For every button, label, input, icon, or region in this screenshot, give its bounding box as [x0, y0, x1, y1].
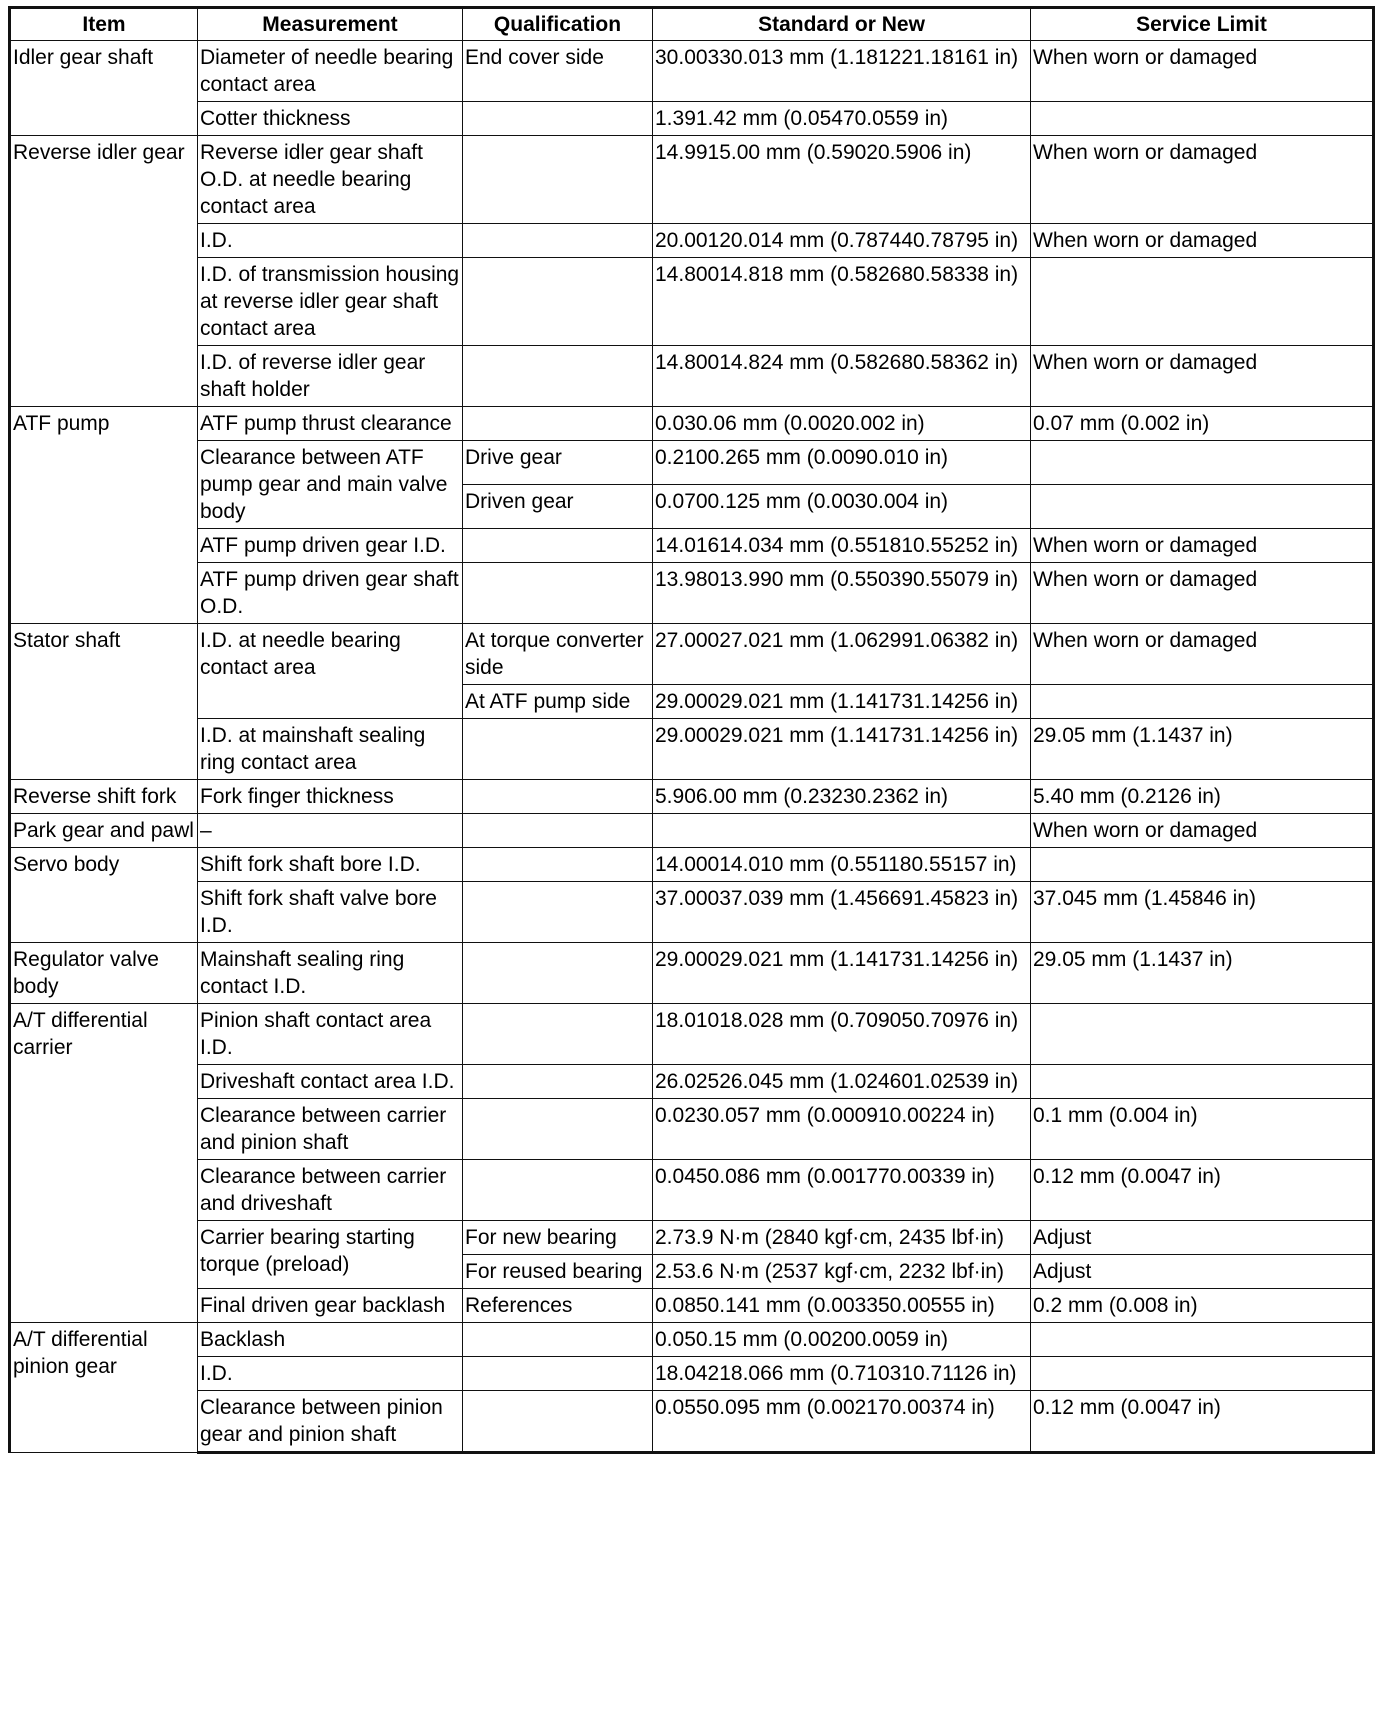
cell-standard: 0.050.15 mm (0.00200.0059 in): [653, 1323, 1031, 1357]
cell-qualification: References: [463, 1289, 653, 1323]
cell-standard: 29.00029.021 mm (1.141731.14256 in): [653, 943, 1031, 1004]
cell-service-limit: When worn or damaged: [1031, 346, 1374, 407]
cell-qualification: [463, 529, 653, 563]
cell-measurement: Mainshaft sealing ring contact I.D.: [198, 943, 463, 1004]
cell-standard: 1.391.42 mm (0.05470.0559 in): [653, 102, 1031, 136]
cell-measurement: Clearance between ATF pump gear and main valve body: [198, 441, 463, 529]
table-row: [10, 529, 1374, 563]
cell-service-limit: 0.1 mm (0.004 in): [1031, 1099, 1374, 1160]
table-row: [10, 41, 1374, 102]
cell-standard: 0.030.06 mm (0.0020.002 in): [653, 407, 1031, 441]
cell-qualification: [463, 224, 653, 258]
cell-measurement: Diameter of needle bearing contact area: [198, 41, 463, 102]
cell-measurement: Reverse idler gear shaft O.D. at needle bearing contact area: [198, 136, 463, 224]
cell-qualification: At ATF pump side: [463, 685, 653, 719]
table-row: [10, 1065, 1374, 1099]
cell-item: Park gear and pawl: [10, 814, 198, 848]
table-row: [10, 346, 1374, 407]
header-service-limit: Service Limit: [1031, 8, 1374, 41]
table-row: [10, 1289, 1374, 1323]
table-row: [10, 1323, 1374, 1357]
table-row: [10, 1160, 1374, 1221]
cell-standard: 26.02526.045 mm (1.024601.02539 in): [653, 1065, 1031, 1099]
cell-service-limit: Adjust: [1031, 1221, 1374, 1255]
table-row: [10, 719, 1374, 780]
cell-standard: 0.0700.125 mm (0.0030.004 in): [653, 485, 1031, 529]
cell-qualification: [463, 780, 653, 814]
cell-measurement: Driveshaft contact area I.D.: [198, 1065, 463, 1099]
cell-standard: 14.9915.00 mm (0.59020.5906 in): [653, 136, 1031, 224]
table-row: [10, 848, 1374, 882]
cell-item: Servo body: [10, 848, 198, 943]
cell-service-limit: When worn or damaged: [1031, 529, 1374, 563]
cell-qualification: [463, 1065, 653, 1099]
cell-item: A/T differential carrier: [10, 1004, 198, 1323]
table-row: [10, 441, 1374, 485]
header-measurement: Measurement: [198, 8, 463, 41]
cell-measurement: Backlash: [198, 1323, 463, 1357]
cell-item: ATF pump: [10, 407, 198, 624]
cell-service-limit: When worn or damaged: [1031, 41, 1374, 102]
cell-service-limit: 5.40 mm (0.2126 in): [1031, 780, 1374, 814]
table-row: [10, 1099, 1374, 1160]
cell-qualification: Drive gear: [463, 441, 653, 485]
cell-service-limit: [1031, 848, 1374, 882]
table-row: [10, 224, 1374, 258]
cell-service-limit: [1031, 1323, 1374, 1357]
cell-measurement: Fork finger thickness: [198, 780, 463, 814]
cell-measurement: I.D. of transmission housing at reverse idler gear shaft contact area: [198, 258, 463, 346]
cell-item: Idler gear shaft: [10, 41, 198, 136]
cell-service-limit: 37.045 mm (1.45846 in): [1031, 882, 1374, 943]
cell-measurement: Clearance between carrier and driveshaft: [198, 1160, 463, 1221]
header-qualification: Qualification: [463, 8, 653, 41]
cell-qualification: [463, 848, 653, 882]
cell-standard: 18.01018.028 mm (0.709050.70976 in): [653, 1004, 1031, 1065]
cell-standard: 20.00120.014 mm (0.787440.78795 in): [653, 224, 1031, 258]
table-row: [10, 1357, 1374, 1391]
table-row: [10, 814, 1374, 848]
cell-qualification: [463, 1099, 653, 1160]
cell-qualification: [463, 136, 653, 224]
table-header: [10, 8, 1374, 41]
cell-item: Reverse idler gear: [10, 136, 198, 407]
cell-measurement: ATF pump driven gear shaft O.D.: [198, 563, 463, 624]
cell-measurement: Cotter thickness: [198, 102, 463, 136]
header-item: Item: [10, 8, 198, 41]
cell-qualification: [463, 102, 653, 136]
cell-service-limit: When worn or damaged: [1031, 224, 1374, 258]
cell-standard: 0.0850.141 mm (0.003350.00555 in): [653, 1289, 1031, 1323]
cell-measurement: Pinion shaft contact area I.D.: [198, 1004, 463, 1065]
cell-standard: 18.04218.066 mm (0.710310.71126 in): [653, 1357, 1031, 1391]
cell-service-limit: [1031, 1004, 1374, 1065]
cell-standard: 14.80014.824 mm (0.582680.58362 in): [653, 346, 1031, 407]
table-row: [10, 407, 1374, 441]
cell-measurement: I.D. at mainshaft sealing ring contact area: [198, 719, 463, 780]
cell-service-limit: 0.12 mm (0.0047 in): [1031, 1160, 1374, 1221]
header-row: [10, 8, 1374, 41]
cell-qualification: [463, 346, 653, 407]
cell-item: Regulator valve body: [10, 943, 198, 1004]
table-row: [10, 1391, 1374, 1453]
cell-standard: 5.906.00 mm (0.23230.2362 in): [653, 780, 1031, 814]
cell-standard: 14.01614.034 mm (0.551810.55252 in): [653, 529, 1031, 563]
cell-standard: 27.00027.021 mm (1.062991.06382 in): [653, 624, 1031, 685]
cell-measurement: Final driven gear backlash: [198, 1289, 463, 1323]
cell-qualification: Driven gear: [463, 485, 653, 529]
table-body: [10, 41, 1374, 1453]
cell-qualification: For new bearing: [463, 1221, 653, 1255]
cell-standard: 30.00330.013 mm (1.181221.18161 in): [653, 41, 1031, 102]
table-row: [10, 563, 1374, 624]
cell-service-limit: When worn or damaged: [1031, 624, 1374, 685]
cell-qualification: [463, 814, 653, 848]
cell-qualification: [463, 1357, 653, 1391]
cell-service-limit: When worn or damaged: [1031, 563, 1374, 624]
cell-item: A/T differential pinion gear: [10, 1323, 198, 1453]
cell-standard: 0.0550.095 mm (0.002170.00374 in): [653, 1391, 1031, 1453]
cell-standard: 29.00029.021 mm (1.141731.14256 in): [653, 719, 1031, 780]
cell-service-limit: [1031, 102, 1374, 136]
cell-service-limit: When worn or damaged: [1031, 136, 1374, 224]
cell-standard: 0.2100.265 mm (0.0090.010 in): [653, 441, 1031, 485]
cell-qualification: [463, 407, 653, 441]
cell-standard: [653, 814, 1031, 848]
cell-service-limit: [1031, 685, 1374, 719]
cell-standard: 0.0450.086 mm (0.001770.00339 in): [653, 1160, 1031, 1221]
cell-service-limit: 0.07 mm (0.002 in): [1031, 407, 1374, 441]
cell-qualification: [463, 1391, 653, 1453]
table-row: [10, 258, 1374, 346]
cell-service-limit: Adjust: [1031, 1255, 1374, 1289]
cell-standard: 0.0230.057 mm (0.000910.00224 in): [653, 1099, 1031, 1160]
cell-measurement: Clearance between pinion gear and pinion shaft: [198, 1391, 463, 1453]
cell-item: Reverse shift fork: [10, 780, 198, 814]
cell-measurement: –: [198, 814, 463, 848]
table-row: [10, 1221, 1374, 1255]
cell-service-limit: [1031, 1357, 1374, 1391]
cell-measurement: ATF pump thrust clearance: [198, 407, 463, 441]
cell-qualification: [463, 1160, 653, 1221]
cell-standard: 14.00014.010 mm (0.551180.55157 in): [653, 848, 1031, 882]
cell-measurement: I.D.: [198, 224, 463, 258]
cell-service-limit: [1031, 1065, 1374, 1099]
cell-service-limit: [1031, 258, 1374, 346]
spec-document: [8, 6, 1372, 1454]
cell-service-limit: 0.2 mm (0.008 in): [1031, 1289, 1374, 1323]
cell-qualification: [463, 1004, 653, 1065]
cell-measurement: Shift fork shaft bore I.D.: [198, 848, 463, 882]
cell-measurement: I.D. at needle bearing contact area: [198, 624, 463, 719]
cell-qualification: [463, 719, 653, 780]
cell-qualification: End cover side: [463, 41, 653, 102]
cell-qualification: [463, 563, 653, 624]
cell-service-limit: 29.05 mm (1.1437 in): [1031, 719, 1374, 780]
cell-service-limit: [1031, 441, 1374, 485]
cell-standard: 2.73.9 N·m (2840 kgf·cm, 2435 lbf·in): [653, 1221, 1031, 1255]
cell-item: Stator shaft: [10, 624, 198, 780]
cell-qualification: For reused bearing: [463, 1255, 653, 1289]
cell-standard: 37.00037.039 mm (1.456691.45823 in): [653, 882, 1031, 943]
cell-qualification: At torque converter side: [463, 624, 653, 685]
cell-standard: 29.00029.021 mm (1.141731.14256 in): [653, 685, 1031, 719]
cell-measurement: ATF pump driven gear I.D.: [198, 529, 463, 563]
cell-measurement: Clearance between carrier and pinion shaft: [198, 1099, 463, 1160]
table-row: [10, 882, 1374, 943]
table-row: [10, 624, 1374, 685]
cell-qualification: [463, 943, 653, 1004]
cell-service-limit: [1031, 485, 1374, 529]
cell-measurement: I.D.: [198, 1357, 463, 1391]
cell-standard: 2.53.6 N·m (2537 kgf·cm, 2232 lbf·in): [653, 1255, 1031, 1289]
table-row: [10, 780, 1374, 814]
cell-measurement: Carrier bearing starting torque (preload): [198, 1221, 463, 1289]
service-spec-table: [8, 6, 1375, 1454]
header-standard: Standard or New: [653, 8, 1031, 41]
table-row: [10, 1004, 1374, 1065]
table-row: [10, 943, 1374, 1004]
cell-measurement: Shift fork shaft valve bore I.D.: [198, 882, 463, 943]
cell-measurement: I.D. of reverse idler gear shaft holder: [198, 346, 463, 407]
cell-service-limit: 0.12 mm (0.0047 in): [1031, 1391, 1374, 1453]
table-row: [10, 102, 1374, 136]
cell-service-limit: 29.05 mm (1.1437 in): [1031, 943, 1374, 1004]
cell-qualification: [463, 882, 653, 943]
cell-standard: 13.98013.990 mm (0.550390.55079 in): [653, 563, 1031, 624]
cell-qualification: [463, 258, 653, 346]
cell-service-limit: When worn or damaged: [1031, 814, 1374, 848]
cell-standard: 14.80014.818 mm (0.582680.58338 in): [653, 258, 1031, 346]
table-row: [10, 136, 1374, 224]
cell-qualification: [463, 1323, 653, 1357]
